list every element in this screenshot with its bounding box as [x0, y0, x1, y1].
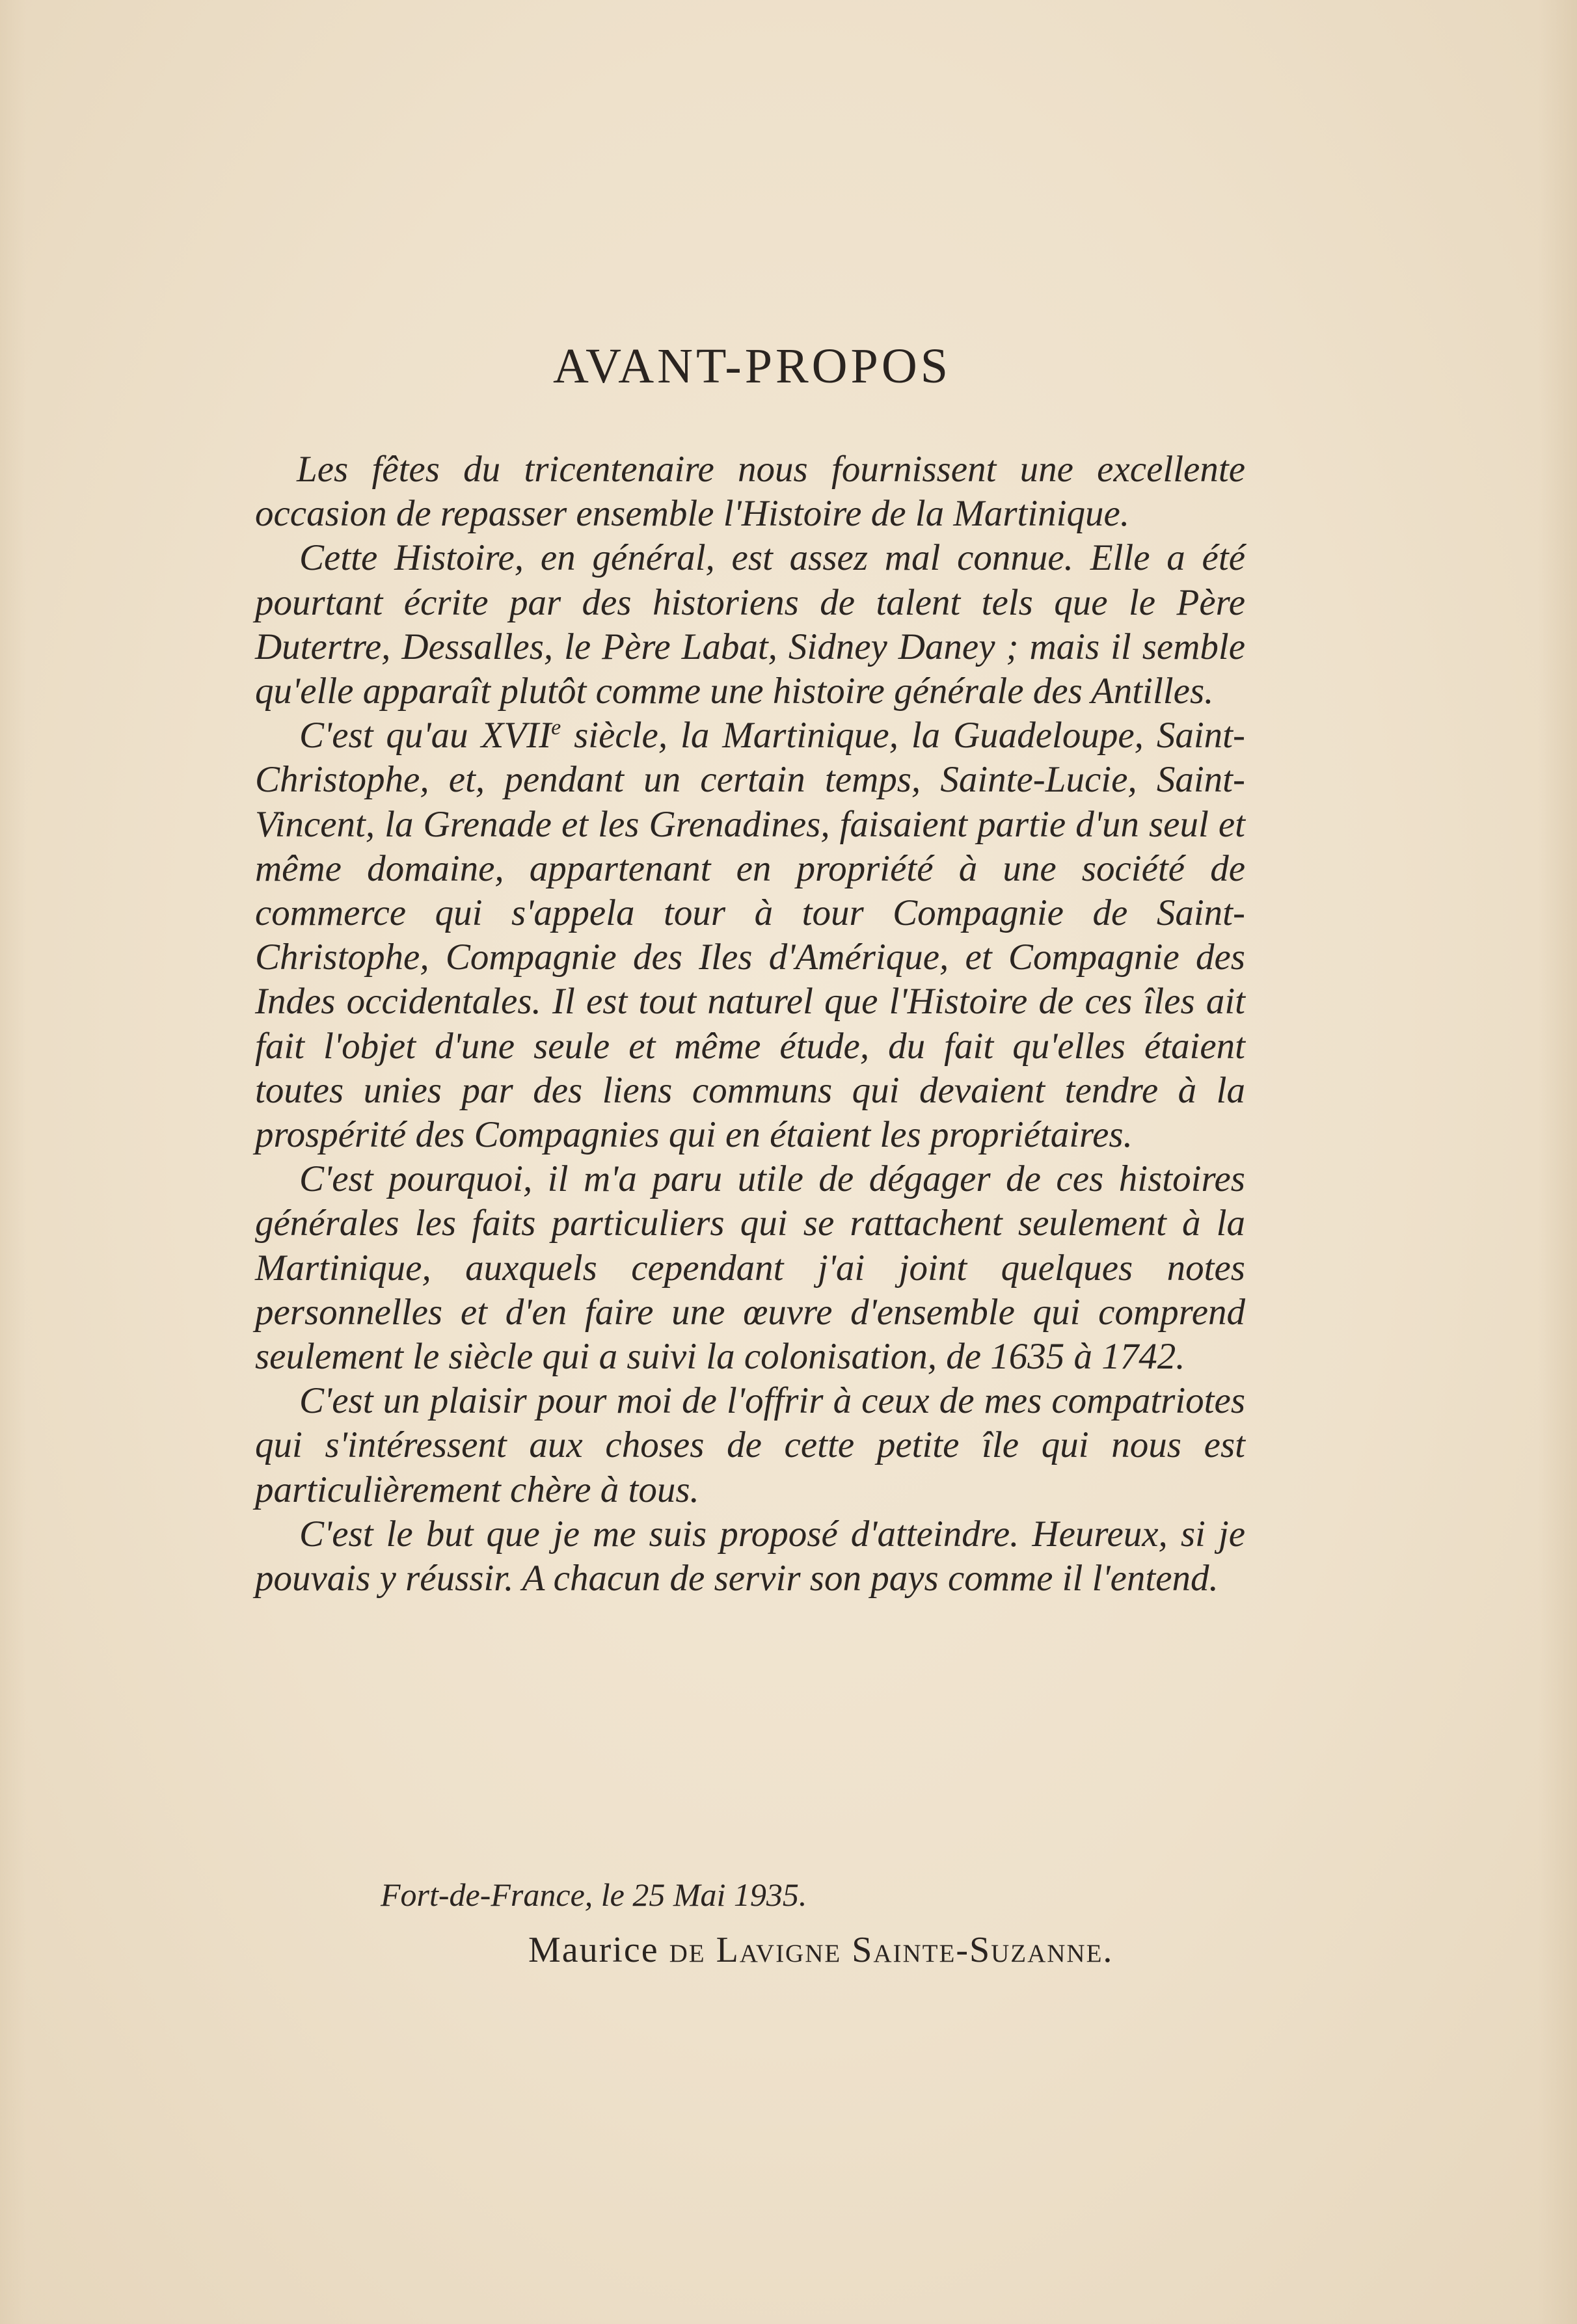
- paragraph-6: C'est le but que je me suis proposé d'atteindre. Heureux, si je pouvais y réussir. A chacun de servir son pays comme il l'entend.: [255, 1513, 1245, 1599]
- signature-name: [528, 1929, 1113, 1971]
- body-text: [255, 447, 1245, 1601]
- signature-last-name: de Lavigne Sainte-Suzanne.: [669, 1930, 1114, 1970]
- paragraph-3: [255, 714, 1245, 1157]
- century-superscript: e: [551, 715, 561, 740]
- signature-first-name: Maurice: [528, 1930, 659, 1970]
- paragraph-2: Cette Histoire, en général, est assez mal connue. Elle a été pourtant écrite par des historiens de talent tels que le Père Dutertre, Dessalles, le Père Labat, Sidney Daney ; mais il semble qu'elle apparaît plutôt comme une histoire générale des Antilles.: [255, 537, 1245, 712]
- paragraph-4: C'est pourquoi, il m'a paru utile de dégager de ces histoires générales les faits particuliers qui se rattachent seulement à la Martinique, auxquels cependant j'ai joint quelques notes personnelles et d'en faire une œuvre d'ensemble qui comprend seulement le siècle qui a suivi la colonisation, de 1635 à 1742.: [255, 1158, 1245, 1378]
- page-shadow-right: [1538, 0, 1577, 2324]
- page-title: AVANT-PROPOS: [553, 339, 951, 394]
- paragraph-3-start: C'est qu'au XVII: [299, 715, 552, 756]
- paragraph-1: Les fêtes du tricentenaire nous fournissent une excellente occasion de repasser ensemble l'Histoire de la Martinique.: [255, 449, 1245, 535]
- paragraph-5: C'est un plaisir pour moi de l'offrir à ceux de mes compatriotes qui s'intéressent aux choses de cette petite île qui nous est particulièrement chère à tous.: [255, 1380, 1245, 1510]
- signature-place-date: Fort-de-France, le 25 Mai 1935.: [381, 1877, 807, 1913]
- paragraph-3-rest: siècle, la Martinique, la Guadeloupe, Saint-Christophe, et, pendant un certain temps, Sainte-Lucie, Saint-Vincent, la Grenade et les Grenadines, faisaient partie d'un seul et même domaine, appartenant en propriété à une société de commerce qui s'appela tour à tour Compagnie de Saint-Christophe, Compagnie des Iles d'Amérique, et Compagnie des Indes occidentales. Il est tout naturel que l'Histoire de ces îles ait fait l'objet d'une seule et même étude, du fait qu'elles étaient toutes unies par des liens communs qui devaient tendre à la prospérité des Compagnies qui en étaient les propriétaires.: [255, 715, 1245, 1156]
